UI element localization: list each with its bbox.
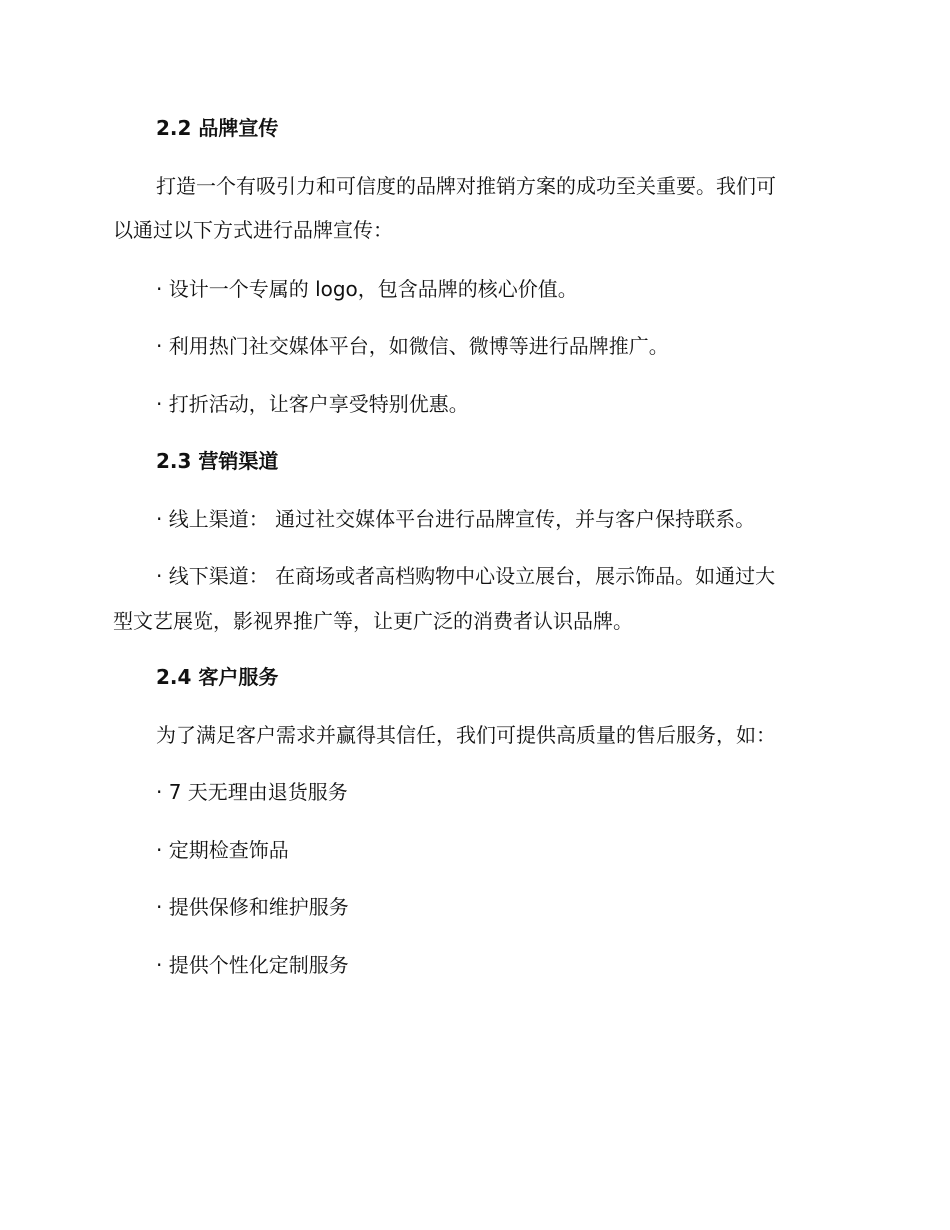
bullet-item: · 7 天无理由退货服务 [156,780,348,804]
bullet-item: · 提供保修和维护服务 [156,895,349,919]
bullet-item: · 设计一个专属的 logo，包含品牌的核心价值。 [156,277,578,301]
paragraph-line: 型文艺展览，影视界推广等，让更广泛的消费者认识品牌。 [113,609,633,633]
section-heading-2-2: 2.2 品牌宣传 [156,116,279,140]
bullet-item: · 定期检查饰品 [156,838,289,862]
bullet-item: · 打折活动，让客户享受特别优惠。 [156,392,469,416]
bullet-item: · 利用热门社交媒体平台，如微信、微博等进行品牌推广。 [156,334,669,358]
section-heading-2-4: 2.4 客户服务 [156,665,279,689]
paragraph-line: 以通过以下方式进行品牌宣传： [113,218,393,242]
bullet-item: · 提供个性化定制服务 [156,953,349,977]
bullet-item: · 线上渠道： 通过社交媒体平台进行品牌宣传，并与客户保持联系。 [156,507,756,531]
paragraph-line: 为了满足客户需求并赢得其信任，我们可提供高质量的售后服务，如： [156,723,776,747]
bullet-item: · 线下渠道： 在商场或者高档购物中心设立展台，展示饰品。如通过大 [156,564,776,588]
paragraph-line: 打造一个有吸引力和可信度的品牌对推销方案的成功至关重要。我们可 [156,174,776,198]
section-heading-2-3: 2.3 营销渠道 [156,449,279,473]
